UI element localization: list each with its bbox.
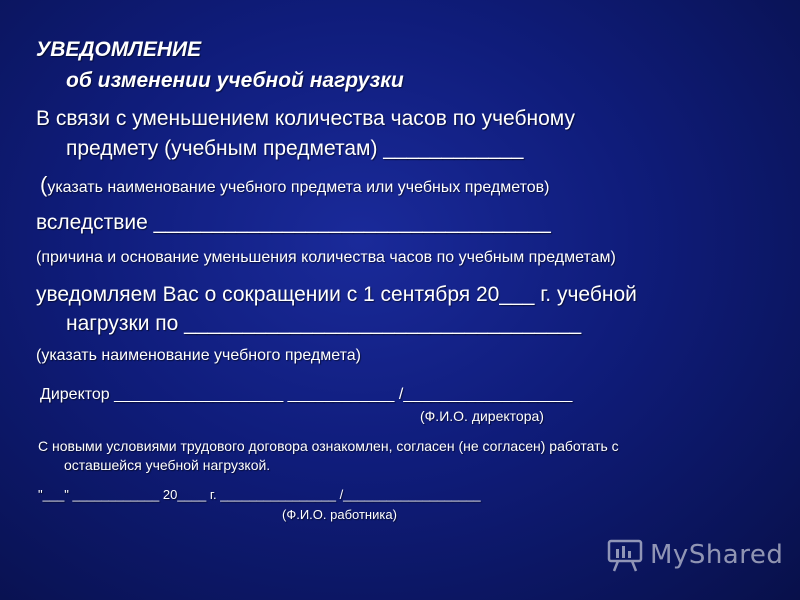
consequence-line: вследствие __________________________________ xyxy=(36,211,551,234)
acknowledgement-line-2: оставшейся учебной нагрузкой. xyxy=(64,457,271,473)
date-signature-line: "___" ____________ 20____ г. ________________ /___________________ xyxy=(38,487,481,502)
hint-subject xyxy=(40,172,549,198)
notice-title: УВЕДОМЛЕНИЕ xyxy=(36,38,202,61)
notice-subtitle: об изменении учебной нагрузки xyxy=(66,69,404,92)
paragraph-1-line-1: В связи с уменьшением количества часов по учебному xyxy=(36,107,575,130)
presentation-board-icon xyxy=(606,536,644,574)
director-signature-line: Директор ___________________ ____________ /___________________ xyxy=(40,386,573,403)
paragraph-2-line-1: уведомляем Вас о сокращении с 1 сентября 20___ г. учебной xyxy=(36,283,637,306)
paragraph-1-line-2: предмету (учебным предметам) ____________ xyxy=(66,137,524,160)
watermark-text: MyShared xyxy=(650,540,784,570)
hint-subject-name: (указать наименование учебного предмета) xyxy=(36,347,361,364)
employee-name-caption: (Ф.И.О. работника) xyxy=(282,507,397,522)
director-name-caption: (Ф.И.О. директора) xyxy=(420,408,544,424)
acknowledgement-line-1: С новыми условиями трудового договора ознакомлен, согласен (не согласен) работать с xyxy=(38,438,619,454)
hint-subject-text: указать наименование учебного предмета или учебных предметов) xyxy=(47,179,550,196)
hint-subject-paren: ( xyxy=(40,172,48,197)
paragraph-2-line-2: нагрузки по __________________________________ xyxy=(66,312,582,335)
hint-reason: (причина и основание уменьшения количества часов по учебным предметам) xyxy=(36,249,616,266)
watermark xyxy=(606,535,783,575)
